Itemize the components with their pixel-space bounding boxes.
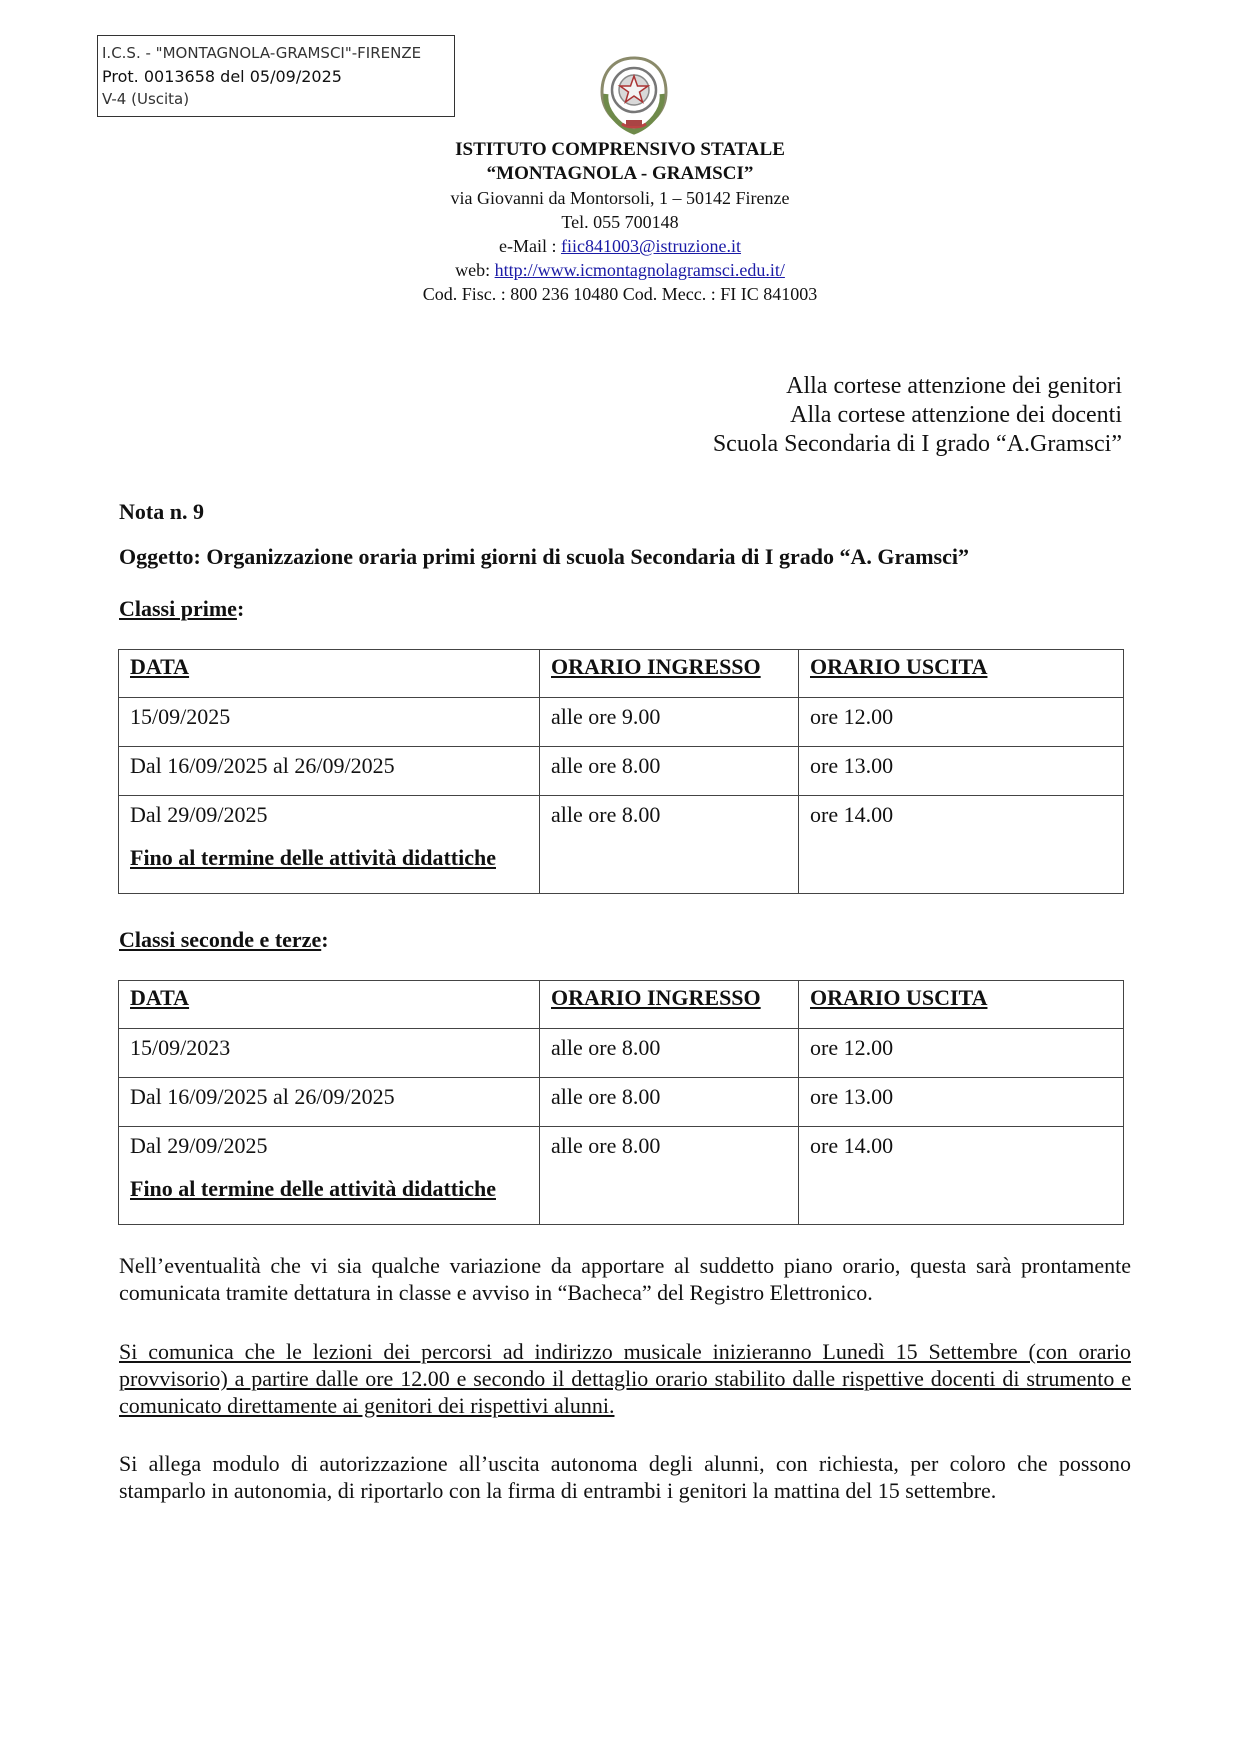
header-date: DATA [119,981,540,1029]
protocol-number: Prot. 0013658 del 05/09/2025 [102,67,342,86]
paragraph-variations: Nell’eventualità che vi sia qualche variazione da apportare al suddetto piano orario, questa sarà prontamente comunicata tramite dettatura in classe e avviso in “Bacheca” del Registro Elettronico. [119,1253,1131,1305]
recipient-parents: Alla cortese attenzione dei genitori [786,373,1122,399]
recipients-block [713,372,1122,459]
header-date: DATA [119,650,540,698]
cell-exit: ore 12.00 [799,698,1124,747]
protocol-school: I.C.S. - "MONTAGNOLA-GRAMSCI"-FIRENZE [102,44,422,62]
italian-republic-emblem-icon [592,54,676,138]
cell-date-main: Dal 29/09/2025 [130,1133,268,1158]
section-title-first-classes [119,596,244,622]
table-row [119,1029,1124,1078]
school-name-line1: ISTITUTO COMPRENSIVO STATALE [455,139,785,160]
cell-entry: alle ore 8.00 [540,747,799,796]
cell-exit: ore 12.00 [799,1029,1124,1078]
cell-entry: alle ore 8.00 [540,1029,799,1078]
email-link[interactable]: fiic841003@istruzione.it [560,236,742,256]
table-row [119,698,1124,747]
web-label: web: [455,260,495,280]
note-number: Nota n. 9 [119,499,204,524]
cell-date-sub: Fino al termine delle attività didattiche [130,845,496,870]
protocol-stamp [97,35,455,117]
header-entry-time: ORARIO INGRESSO [540,981,799,1029]
table-row [119,1127,1124,1225]
school-web-line [0,258,1240,282]
section-title-text: Classi seconde e terze [119,927,322,952]
table-row [119,796,1124,894]
email-label: e-Mail : [498,236,561,256]
schedule-table-other-classes [118,980,1124,1225]
cell-entry: alle ore 8.00 [540,796,799,894]
header-exit-time: ORARIO USCITA [799,981,1124,1029]
protocol-classification: V-4 (Uscita) [102,90,190,108]
table-header-row [119,981,1124,1029]
school-address: via Giovanni da Montorsoli, 1 – 50142 Firenze [450,188,790,208]
cell-exit: ore 14.00 [799,796,1124,894]
school-header [0,138,1240,306]
cell-exit: ore 14.00 [799,1127,1124,1225]
table-row [119,747,1124,796]
recipient-teachers: Alla cortese attenzione dei docenti [790,402,1122,428]
cell-entry: alle ore 8.00 [540,1127,799,1225]
cell-date-sub: Fino al termine delle attività didattiche [130,1176,496,1201]
cell-date-main: Dal 29/09/2025 [130,802,268,827]
header-entry-time: ORARIO INGRESSO [540,650,799,698]
section-title-other-classes [119,927,329,953]
school-phone: Tel. 055 700148 [561,212,679,232]
table-header-row [119,650,1124,698]
cell-date: Dal 16/09/2025 al 26/09/2025 [119,1078,540,1127]
cell-exit: ore 13.00 [799,747,1124,796]
section-title-colon: : [321,927,329,952]
subject-line: Oggetto: Organizzazione oraria primi giorni di scuola Secondaria di I grado “A. Gramsci” [119,544,969,569]
school-codes: Cod. Fisc. : 800 236 10480 Cod. Mecc. : FI IC 841003 [422,284,818,304]
section-title-colon: : [236,596,245,621]
school-email-line [0,234,1240,258]
cell-date: 15/09/2023 [119,1029,540,1078]
cell-date [119,1127,540,1225]
section-title-text: Classi prime [119,596,237,621]
recipient-school: Scuola Secondaria di I grado “A.Gramsci” [712,431,1122,457]
cell-exit: ore 13.00 [799,1078,1124,1127]
header-exit-time: ORARIO USCITA [799,650,1124,698]
school-name-line2: “MONTAGNOLA - GRAMSCI” [486,163,754,184]
cell-date: 15/09/2025 [119,698,540,747]
paragraph-music-lessons: Si comunica che le lezioni dei percorsi ad indirizzo musicale inizieranno Lunedì 15 Settembre (con orario provvisorio) a partire dalle ore 12.00 e secondo il dettaglio orario stabilito dalle rispettive docenti di strumento e comunicato direttamente ai genitori dei rispettivi alunni. [119,1339,1131,1418]
schedule-table-first-classes [118,649,1124,894]
website-link[interactable]: http://www.icmontagnolagramsci.edu.it/ [494,260,785,280]
paragraph-authorization: Si allega modulo di autorizzazione all’uscita autonoma degli alunni, con richiesta, per coloro che possono stamparlo in autonomia, di riportarlo con la firma di entrambi i genitori la mattina del 15 settembre. [119,1451,1131,1503]
table-row [119,1078,1124,1127]
cell-date [119,796,540,894]
cell-entry: alle ore 9.00 [540,698,799,747]
cell-entry: alle ore 8.00 [540,1078,799,1127]
cell-date: Dal 16/09/2025 al 26/09/2025 [119,747,540,796]
